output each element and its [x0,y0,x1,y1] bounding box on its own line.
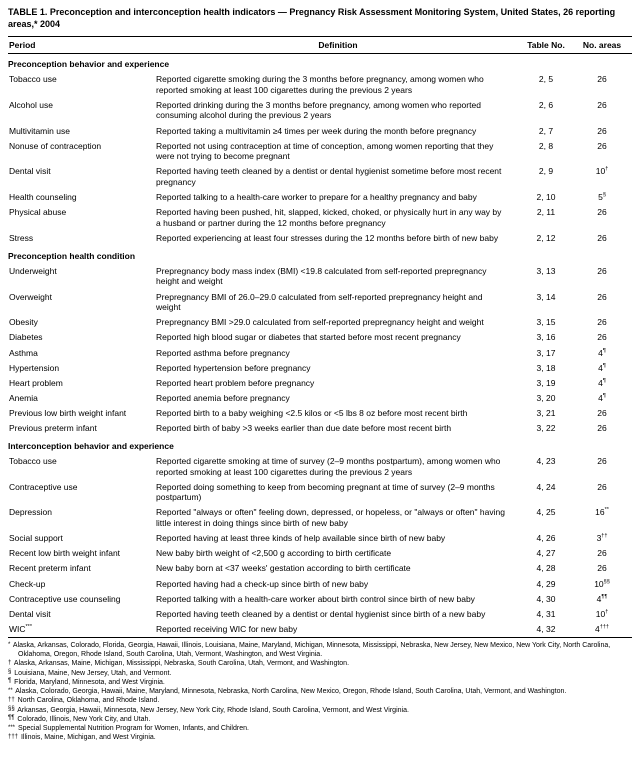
footnote: * Alaska, Arkansas, Colorado, Florida, Georgia, Hawaii, Illinois, Louisiana, Maine, Maryland, Michigan, Minnesota, Mississippi, Nebraska, New Jersey, New Mexico, New York City, North Carolina, Oklahoma, Oregon, Rhode Island, South Carolina, Utah, Vermont, Washington, and West Virginia. [8,641,611,659]
indicator-name-cell: Tobacco use [9,74,57,84]
footnote-marker: ††† [599,624,609,631]
table-no-cell: 3, 17 [536,347,556,358]
column-header-definition: Definition [156,37,520,54]
table-no-cell: 2, 10 [536,192,556,203]
footnote-marker: ¶ [602,362,606,369]
no-areas-cell: 26 [597,233,607,243]
indicator-row [8,376,632,391]
indicator-name-cell: WIC*** [9,623,32,634]
no-areas-cell: 26 [597,455,607,466]
table-no-cell: 4, 26 [536,533,556,544]
section-heading-row [8,436,632,454]
column-header-period: Period [8,37,156,54]
indicator-definition-cell: Reported taking a multivitamin ≥4 times per week during the month before pregnancy [156,125,477,136]
table-no-cell: 3, 14 [536,291,556,302]
indicator-definition-cell: Prepregnancy BMI >29.0 calculated from self-reported prepregnancy height and weight [156,317,484,328]
indicator-row [8,561,632,576]
section-heading: Interconception behavior and experience [8,441,174,452]
table-no-cell: 4, 28 [536,563,556,574]
indicator-definition-cell: Reported talking to a health-care worker to prepare for a healthy pregnancy and baby [156,192,477,203]
no-areas-cell: 26 [597,548,607,559]
table-no-cell: 2, 6 [538,99,554,110]
indicator-row [8,454,632,480]
section-heading-row [8,246,632,264]
indicator-name-cell: Obesity [9,317,38,328]
indicator-name-cell: Recent preterm infant [9,563,91,574]
indicator-row [8,164,632,190]
table-title: TABLE 1. Preconception and interconception health indicators — Pregnancy Risk Assessment Monitoring System, United States, 26 reporting areas,* 2004 [8,7,616,29]
indicator-name-cell: Health counseling [9,192,77,203]
indicator-name-cell: Dental visit [9,166,51,177]
no-areas-cell: 4¶ [598,392,606,403]
indicator-name-cell: Depression [9,507,52,518]
indicator-row [8,330,632,345]
indicator-definition-cell: Reported birth to a baby weighing <2.5 kilos or <5 lbs 8 oz before most recent birth [156,408,468,418]
indicator-name-cell: Heart problem [9,377,63,388]
indicator-row [8,391,632,406]
table-no-cell: 2, 8 [538,140,554,151]
indicator-name-cell: Nonuse of contraception [9,140,102,151]
indicator-row [8,290,632,316]
indicator-definition-cell: Reported drinking during the 3 months before pregnancy, among women who reported consuming alcohol during the previous 2 years [156,99,481,121]
indicator-definition-cell: Reported having at least three kinds of help available since birth of new baby [156,533,446,544]
indicator-row [8,577,632,592]
no-areas-cell: 26 [597,140,607,151]
indicator-definition-cell: Reported "always or often" feeling down, depressed, or hopeless, or "always or often" having little interest in doing things since birth of new baby [156,507,505,528]
indicator-row [8,346,632,361]
table-no-cell: 4, 25 [536,507,556,518]
footnote: †† North Carolina, Oklahoma, and Rhode Island. [8,696,160,705]
indicator-name-cell: Tobacco use [9,455,57,466]
footnote: ††† Illinois, Maine, Michigan, and West Virginia. [8,733,156,742]
table-no-cell: 4, 30 [536,593,556,604]
no-areas-cell: 4††† [595,623,609,634]
footnote-marker: ** [8,687,13,694]
indicator-name-cell: Underweight [9,265,57,276]
indicator-row [8,315,632,330]
indicator-name-cell: Asthma [9,347,38,358]
footnote-marker: *** [8,724,16,731]
indicator-definition-cell: Reported heart problem before pregnancy [156,377,315,388]
footnote-marker: ** [604,507,609,514]
indicator-row [8,622,632,638]
table-no-cell: 2, 11 [536,207,556,218]
no-areas-cell: 5§ [598,192,606,203]
footnote-marker: * [8,641,11,648]
no-areas-cell: 3†† [596,533,608,544]
table-no-cell: 3, 13 [536,265,556,276]
indicator-definition-cell: Reported doing something to keep from becoming pregnant at time of survey (2–9 months postpartum) [156,481,495,503]
no-areas-cell: 10§§ [594,578,610,589]
footnote-marker: ¶ [602,347,606,354]
no-areas-cell: 4¶¶ [596,593,608,604]
column-header-table-no: Table No. [520,37,572,54]
indicator-definition-cell: Reported high blood sugar or diabetes that started before most recent pregnancy [156,332,461,343]
indicator-name-cell: Dental visit [9,608,51,619]
no-areas-cell: 26 [597,563,607,574]
footnote-marker: §§ [603,578,610,585]
indicator-definition-cell: Reported having had a check-up since birth of new baby [156,578,369,589]
no-areas-cell: 4¶ [598,362,606,373]
table-no-cell: 3, 15 [536,317,556,328]
footnote-marker: ††† [8,733,19,740]
indicator-name-cell: Check-up [9,578,46,589]
indicator-name-cell: Stress [9,233,34,243]
table-no-cell: 2, 12 [536,233,556,243]
indicator-row [8,421,632,436]
footnote-marker: † [605,166,609,173]
table-no-cell: 2, 7 [538,125,554,136]
no-areas-cell: 26 [597,99,607,110]
footnote-marker: † [605,608,609,615]
indicator-definition-cell: Reported not using contraception at time of conception, among women reporting that they were not trying to become pregnant [156,140,494,162]
table-no-cell: 3, 19 [536,377,556,388]
no-areas-cell: 26 [597,332,607,343]
table-no-cell: 4, 27 [536,548,556,559]
indicator-row [8,139,632,165]
footnote-marker: ¶¶ [8,715,15,722]
indicator-name-cell: Hypertension [9,362,60,373]
section-heading: Preconception health condition [8,251,136,262]
indicator-definition-cell: Reported asthma before pregnancy [156,347,290,358]
indicator-definition-cell: Reported receiving WIC for new baby [156,623,298,634]
indicator-definition-cell: Reported cigarette smoking during the 3 months before pregnancy, among women who reported smoking at least 100 cigarettes during the previous 2 years [156,74,484,95]
no-areas-cell: 4¶ [598,377,606,388]
table-no-cell: 4, 23 [536,455,556,466]
no-areas-cell: 26 [597,207,607,218]
indicator-row [8,592,632,607]
indicator-definition-cell: New baby born at <37 weeks' gestation according to birth certificate [156,563,411,574]
no-areas-cell: 26 [597,74,607,84]
footnote-marker: †† [601,533,608,540]
indicator-row [8,264,632,290]
footnote: ¶ Florida, Maryland, Minnesota, and West Virginia. [8,678,165,686]
indicator-definition-cell: Reported experiencing at least four stresses during the 12 months before birth of new baby [156,233,499,243]
table-no-cell: 4, 24 [536,481,556,492]
no-areas-cell: 26 [597,481,607,492]
indicator-row [8,480,632,506]
indicator-definition-cell: New baby birth weight of <2,500 g according to birth certificate [156,548,392,559]
indicator-definition-cell: Reported birth of baby >3 weeks earlier than due date before most recent birth [156,423,452,434]
footnote-marker: *** [25,624,32,631]
footnote: ** Alaska, Colorado, Georgia, Hawaii, Maine, Maryland, Minnesota, Nebraska, North Carolina, New Mexico, Oregon, Rhode Island, South Carolina, Utah, Vermont, and Washington. [8,687,567,696]
indicator-row [8,406,632,421]
table-no-cell: 2, 9 [538,166,554,177]
indicator-row [8,231,632,246]
table-no-cell: 3, 18 [536,362,556,373]
footnote: ¶¶ Colorado, Illinois, New York City, and Utah. [8,715,151,723]
footnote-marker: † [8,659,12,666]
footnote-marker: ¶ [602,393,606,400]
indicator-row [8,531,632,546]
indicator-definition-cell: Reported hypertension before pregnancy [156,362,311,373]
footnote-marker: ¶ [8,678,12,685]
indicator-row [8,505,632,531]
indicator-name-cell: Physical abuse [9,207,67,218]
footnote-marker: †† [8,696,15,703]
column-header-no-areas: No. areas [572,37,632,54]
indicator-name-cell: Previous preterm infant [9,423,97,434]
indicator-name-cell: Diabetes [9,332,43,343]
footnote-marker: §§ [8,706,15,713]
indicator-row [8,124,632,139]
no-areas-cell: 26 [597,265,607,276]
footnotes-block [8,638,632,743]
indicator-name-cell: Social support [9,533,63,544]
table-no-cell: 4, 31 [536,608,556,619]
indicator-name-cell: Multivitamin use [9,125,70,136]
indicator-name-cell: Contraceptive use counseling [9,593,121,604]
indicator-definition-cell: Prepregnancy BMI of 26.0–29.0 calculated from self-reported prepregnancy height and weight [156,291,483,313]
footnote: † Alaska, Arkansas, Maine, Michigan, Mississippi, Nebraska, South Carolina, Utah, Vermont, and Washington. [8,659,350,668]
table-no-cell: 4, 29 [536,578,556,589]
no-areas-cell: 16** [595,507,609,518]
footnote-marker: § [8,669,12,676]
column-header-row [8,37,632,54]
indicator-definition-cell: Reported anemia before pregnancy [156,392,290,403]
indicator-definition-cell: Reported having teeth cleaned by a dentist or dental hygienist sometime before most recent pregnancy [156,166,502,187]
footnote: §§ Arkansas, Georgia, Hawaii, Minnesota, New Jersey, New York City, Rhode Island, South Carolina, Vermont, and West Virginia. [8,706,409,714]
indicator-row [8,607,632,622]
no-areas-cell: 26 [597,125,607,136]
indicator-name-cell: Previous low birth weight infant [9,408,127,418]
indicator-definition-cell: Reported having teeth cleaned by a dentist or dental hygienist since birth of a new baby [156,608,486,619]
indicator-name-cell: Alcohol use [9,99,53,110]
no-areas-cell: 26 [597,408,607,418]
indicator-row [8,546,632,561]
indicator-row [8,72,632,98]
footnote: § Louisiana, Maine, New Jersey, Utah, and Vermont. [8,669,172,677]
no-areas-cell: 10† [595,166,609,177]
section-heading-row [8,54,632,72]
footnote-marker: § [602,192,606,199]
indicator-name-cell: Contraceptive use [9,481,78,492]
indicator-row [8,98,632,124]
table-no-cell: 4, 32 [536,623,556,634]
indicators-table [8,36,632,638]
indicator-row [8,361,632,376]
footnote-marker: ¶¶ [601,593,608,600]
indicator-definition-cell: Reported having been pushed, hit, slapped, kicked, choked, or physically hurt in any way by a husband or partner during the 12 months before pregnancy [156,207,502,228]
no-areas-cell: 26 [597,423,607,434]
table-no-cell: 3, 16 [536,332,556,343]
indicator-definition-cell: Prepregnancy body mass index (BMI) <19.8 calculated from self-reported prepregnancy height and weight [156,265,487,287]
table-no-cell: 3, 20 [536,392,556,403]
no-areas-cell: 4¶ [598,347,606,358]
indicator-name-cell: Anemia [9,392,38,403]
indicator-name-cell: Overweight [9,291,52,302]
indicator-row [8,205,632,231]
table-no-cell: 3, 22 [536,423,556,434]
indicator-row [8,190,632,205]
indicator-definition-cell: Reported talking with a health-care worker about birth control since birth of new baby [156,593,475,604]
no-areas-cell: 26 [597,291,607,302]
table-no-cell: 2, 5 [538,74,554,84]
no-areas-cell: 10† [595,608,609,619]
indicator-definition-cell: Reported cigarette smoking at time of survey (2–9 months postpartum), among women who reported smoking at least 100 cigarettes during the previous 2 years [156,455,501,477]
table-no-cell: 3, 21 [536,408,556,418]
footnote-marker: ¶ [602,377,606,384]
footnote: *** Special Supplemental Nutrition Program for Women, Infants, and Children. [8,724,249,733]
section-heading: Preconception behavior and experience [8,59,170,70]
no-areas-cell: 26 [597,317,607,328]
indicator-name-cell: Recent low birth weight infant [9,548,121,559]
